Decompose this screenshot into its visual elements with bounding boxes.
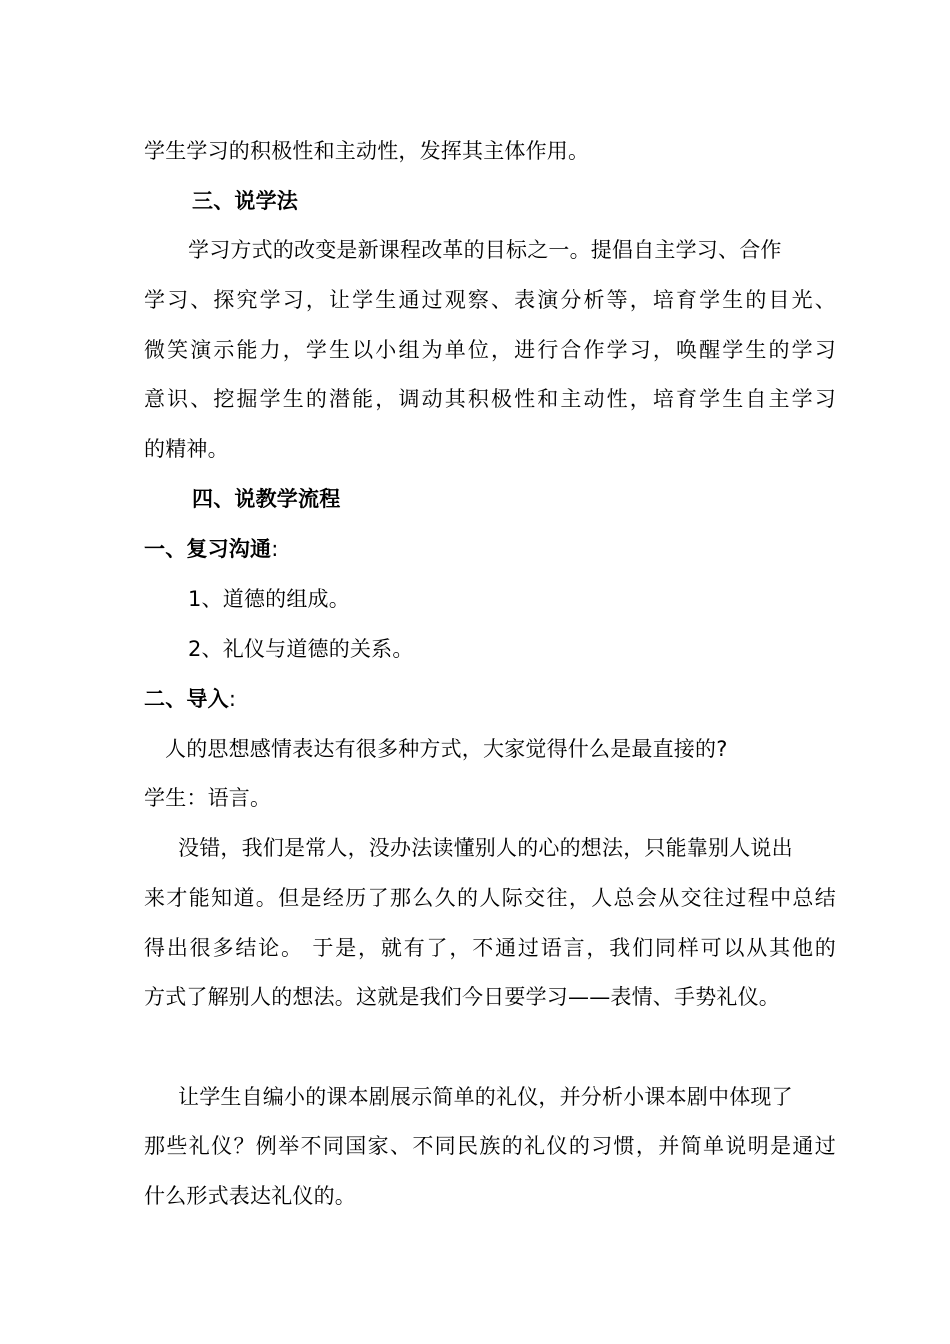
paragraph-line: 什么形式表达礼仪的。 xyxy=(144,1184,356,1208)
paragraph-line: 让学生自编小的课本剧展示简单的礼仪，并分析小课本剧中体现了 xyxy=(178,1085,793,1109)
paragraph-line: 没错，我们是常人，没办法读懂别人的心的想法，只能靠别人说出 xyxy=(178,836,793,860)
paragraph-line: 方式了解别人的想法。这就是我们今日要学习——表情、手势礼仪。 xyxy=(144,985,780,1009)
subsection-colon: : xyxy=(228,687,237,711)
paragraph-line: 学习、探究学习，让学生通过观察、表演分析等，培育学生的目光、 xyxy=(144,288,836,312)
subsection-introduction xyxy=(144,684,236,714)
subsection-title: 二、导入 xyxy=(144,687,229,711)
list-item: 1、道德的组成。 xyxy=(188,587,350,611)
subsection-colon: : xyxy=(271,537,279,561)
section-heading-learning-method: 三、说学法 xyxy=(192,189,298,213)
question-line: 人的思想感情表达有很多种方式，大家觉得什么是最直接的? xyxy=(165,737,728,761)
paragraph-line: 微笑演示能力，学生以小组为单位，进行合作学习，唤醒学生的学习 xyxy=(144,338,836,362)
subsection-title: 一、复习沟通 xyxy=(144,537,272,561)
subsection-review xyxy=(144,534,278,564)
paragraph-line: 意识、挖掘学生的潜能，调动其积极性和主动性，培育学生自主学习 xyxy=(144,387,836,411)
answer-line: 学生：语言。 xyxy=(144,786,272,810)
paragraph-line: 学习方式的改变是新课程改革的目标之一。提倡自主学习、合作 xyxy=(188,238,782,262)
paragraph-line: 来才能知道。但是经历了那么久的人际交往，人总会从交往过程中总结 xyxy=(144,886,836,910)
paragraph-line: 学生学习的积极性和主动性，发挥其主体作用。 xyxy=(144,139,590,163)
paragraph-line: 的精神。 xyxy=(144,437,229,461)
section-heading-teaching-process: 四、说教学流程 xyxy=(192,487,341,511)
list-item: 2、礼仪与道德的关系。 xyxy=(188,637,414,661)
paragraph-line: 那些礼仪？例举不同国家、不同民族的礼仪的习惯，并简单说明是通过 xyxy=(144,1134,836,1158)
paragraph-line: 得出很多结论。 于是，就有了，不通过语言，我们同样可以从其他的 xyxy=(144,936,836,960)
